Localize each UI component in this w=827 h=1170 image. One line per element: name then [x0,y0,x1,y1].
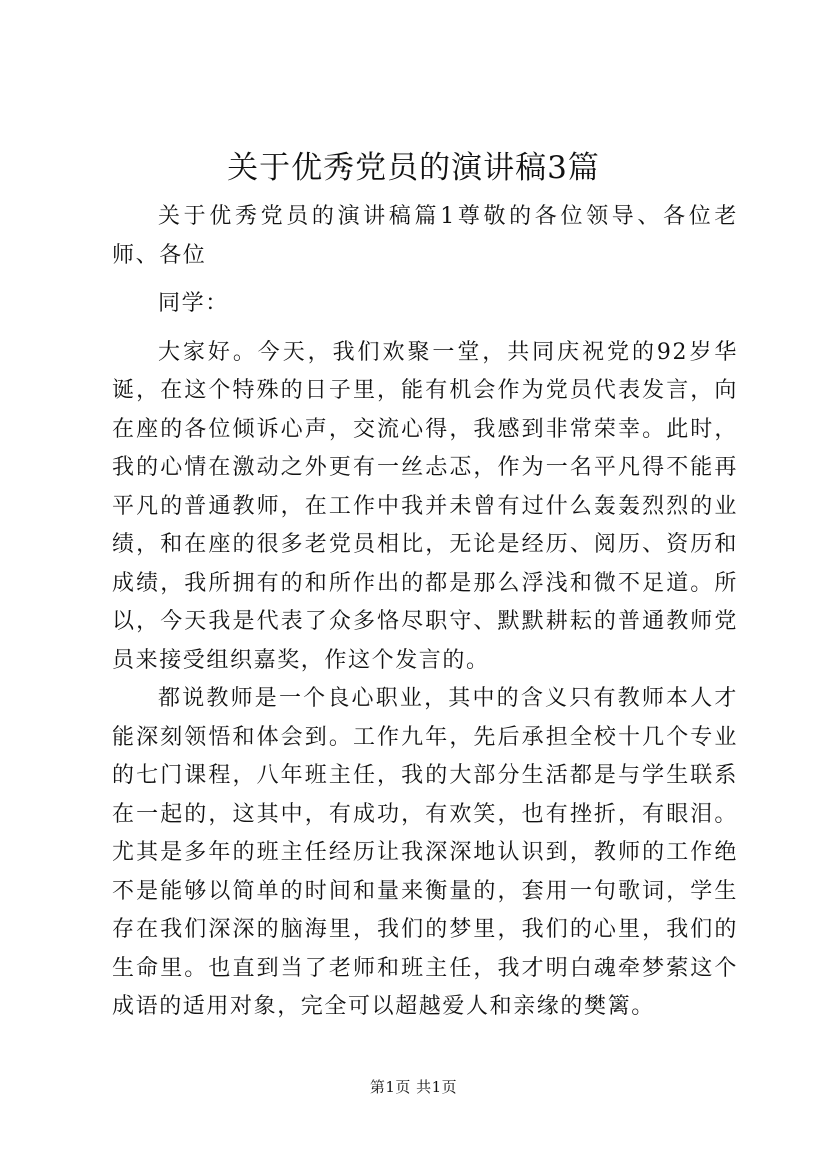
document-body [112,198,738,1027]
page-footer: 第1页 共1页 [369,1078,458,1096]
paragraph-1: 关于优秀党员的演讲稿篇1尊敬的各位领导、各位老师、各位 [112,204,738,268]
paragraph-4: 都说教师是一个良心职业，其中的含义只有教师本人才能深刻领悟和体会到。工作九年，先后承担全校十几个专业的七门课程，八年班主任，我的大部分生活都是与学生联系在一起的，这其中，有成功，有欢笑，也有挫折，有眼泪。尤其是多年的班主任经历让我深深地认识到，教师的工作绝不是能够以简单的时间和量来衡量的，套用一句歌词，学生存在我们深深的脑海里，我们的梦里，我们的心里，我们的生命里。也直到当了老师和班主任，我才明白魂牵梦萦这个成语的适用对象，完全可以超越爱人和亲缘的樊篱。 [112,686,738,1019]
document-title: 关于优秀党员的演讲稿3篇 [227,150,600,186]
paragraph-3: 大家好。今天，我们欢聚一堂，共同庆祝党的92岁华诞，在这个特殊的日子里，能有机会作为党员代表发言，向在座的各位倾诉心声，交流心得，我感到非常荣幸。此时，我的心情在激动之外更有一丝忐忑，作为一名平凡得不能再平凡的普通教师，在工作中我并未曾有过什么轰轰烈烈的业绩，和在座的很多老党员相比，无论是经历、阅历、资历和成绩，我所拥有的和所作出的都是那么浮浅和微不足道。所以，今天我是代表了众多恪尽职守、默默耕耘的普通教师党员来接受组织嘉奖，作这个发言的。 [112,339,738,673]
paragraph-2: 同学： [158,291,229,316]
